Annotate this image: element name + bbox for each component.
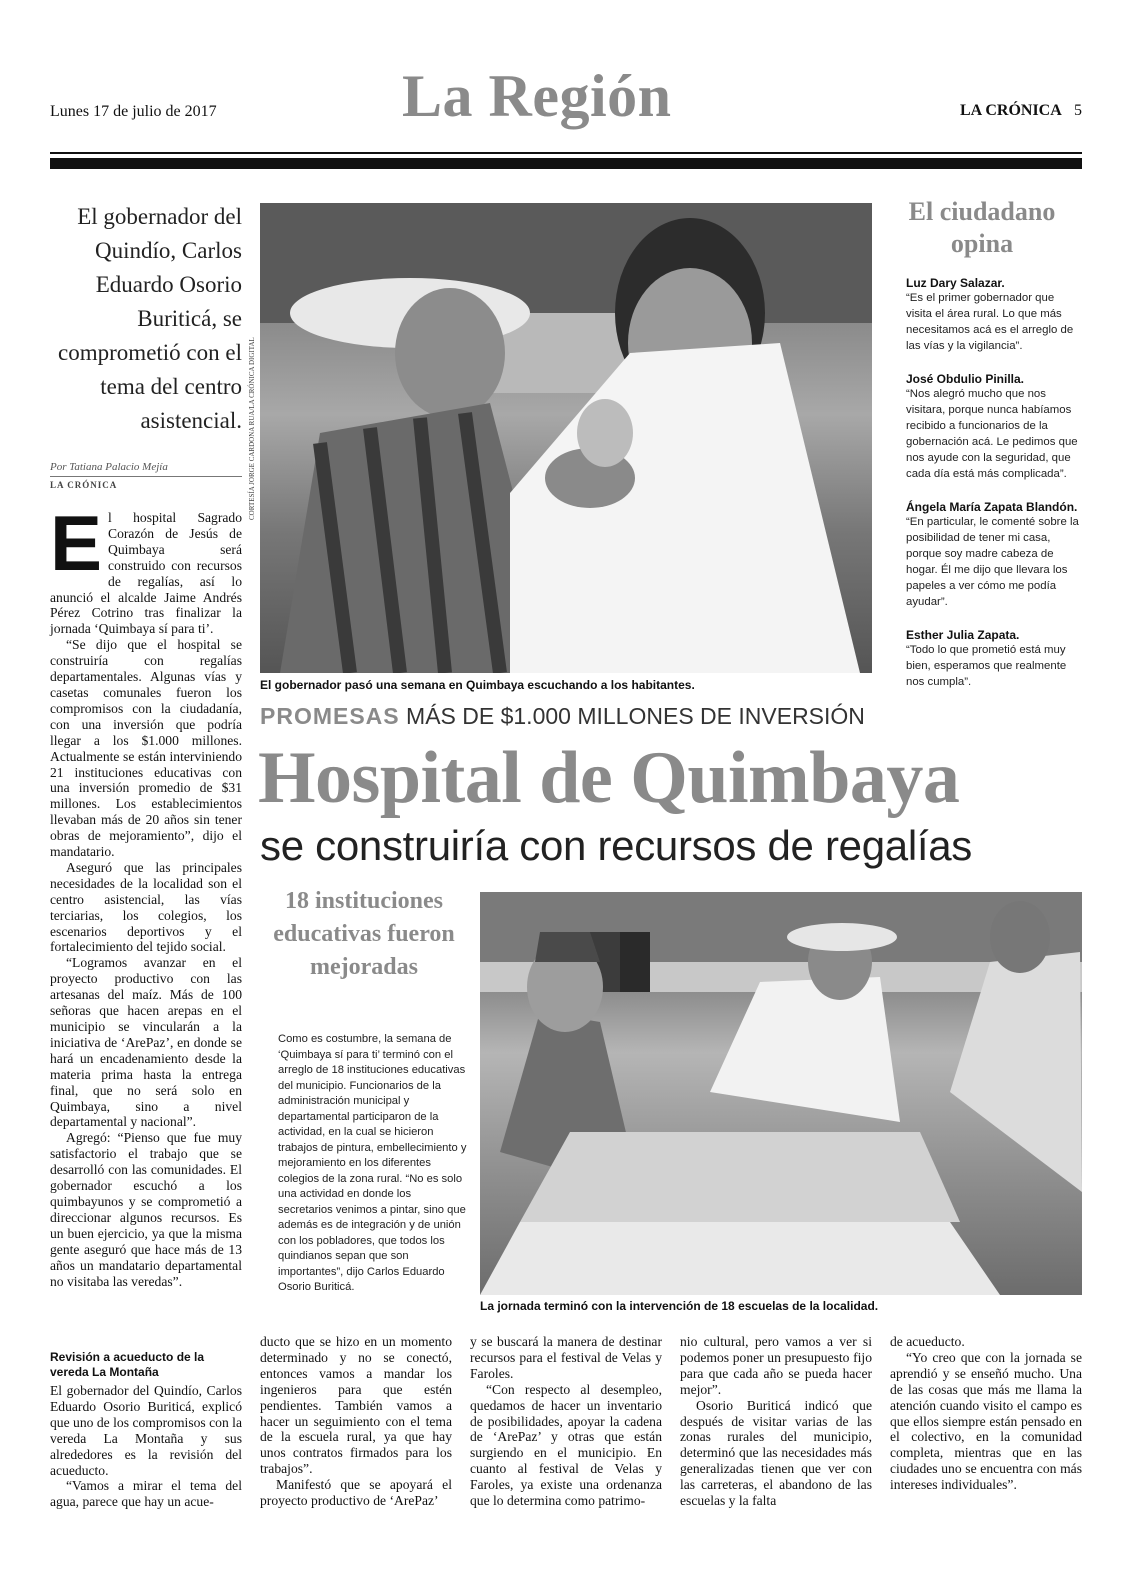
photo-caption: El gobernador pasó una semana en Quimbaya escuchando a los habitantes. — [260, 678, 695, 692]
sub-headline: se construiría con recursos de regalías — [260, 822, 972, 869]
kicker-tag: PROMESAS — [260, 703, 400, 729]
article-subheading: Revisión a acueducto de la vereda La Montaña — [50, 1350, 205, 1379]
article-column-3 — [470, 1334, 662, 1509]
byline-org: LA CRÓNICA — [50, 480, 118, 490]
paragraph: Aseguró que las principales necesidades de la localidad son el centro asistencial, las vías terciarias, los colegios, los escenarios deportivos y el fortalecimiento del tejido social. — [50, 859, 242, 955]
main-headline: Hospital de Quimbaya — [258, 737, 960, 819]
paragraph: “Logramos avanzar en el proyecto productivo con las artesanas del maíz. Más de 100 señoras que hacen arepas en el municipio se vincularán a la iniciativa de ‘ArePaz’, en donde se hará un encadenamiento desde la materia prima hasta la entrega final, que no será solo en Quimbaya, sino a nivel departamental y nacional”. — [50, 955, 242, 1130]
opinion-name: Luz Dary Salazar. — [906, 276, 1005, 290]
header-rule-thick — [50, 158, 1082, 169]
paragraph: y se buscará la manera de destinar recursos para el festival de Velas y Faroles. — [470, 1334, 662, 1381]
opinion-item — [906, 276, 1082, 354]
paragraph: El gobernador del Quindío, Carlos Eduardo Osorio Buriticá, explicó que uno de los compromisos con la vereda La Montaña y sus alrededores es la revisión del acueducto. — [50, 1383, 242, 1478]
opinion-name: Esther Julia Zapata. — [906, 628, 1020, 642]
paragraph: “Yo creo que con la jornada se aprendió y se enseñó mucho. Una de las cosas que más me llama la atención cuando visito el campo es que ellos siempre están pensado en el colectivo, en la comunidad completa, mientras que en las ciudades uno se encuentra con más intereses individuales”. — [890, 1349, 1082, 1493]
header-rule-thin — [50, 152, 1082, 154]
box-paragraph: Como es costumbre, la semana de ‘Quimbaya sí para ti’ terminó con el arreglo de 18 instituciones educativas del municipio. Funcionarios de la administración municipal y departamental participaron de la actividad, en la cual se hicieron trabajos de pintura, embellecimiento y mejoramiento en los diferentes colegios de la zona rural. “No es solo una actividad en donde los secretarios venimos a pintar, sino que además es de integración y de unión con los pobladores, que todos los quindianos sepan que son importantes”, dijo Carlos Eduardo Osorio Buriticá. — [278, 1033, 467, 1293]
paragraph: l hospital Sagrado Corazón de Jesús de Quimbaya será construido con recursos de regalías, así lo anunció el alcalde Jaime Andrés Pérez Cotrino tras finalizar la jornada ‘Quimbaya sí para ti’. — [50, 510, 242, 637]
article-column-1 — [50, 499, 242, 1289]
kicker — [260, 703, 865, 730]
photo-governor-greeting — [260, 203, 872, 673]
kicker-text: MÁS DE $1.000 MILLONES DE INVERSIÓN — [406, 703, 865, 729]
opinion-name: Ángela María Zapata Blandón. — [906, 500, 1078, 514]
byline-divider — [50, 476, 242, 477]
paragraph: Osorio Buriticá indicó que después de visitar varias de las zonas rurales del municipio, determinó que las necesidades más generalizadas tienen que ver con las carreteras, el abandono de las escuelas y la falta — [680, 1397, 872, 1509]
opinion-text: “Es el primer gobernador que visita el área rural. Lo que más necesitamos acá es el arreglo de las vías y la vigilancia”. — [906, 292, 1074, 352]
citizen-opinions — [906, 276, 1082, 708]
issue-date: Lunes 17 de julio de 2017 — [50, 103, 217, 120]
section-title: La Región — [402, 63, 672, 129]
opinion-item — [906, 500, 1082, 610]
byline-author: Por Tatiana Palacio Mejía — [50, 461, 168, 473]
article-column-4 — [680, 1334, 872, 1509]
paragraph: nio cultural, pero vamos a ver si podemos poner un presupuesto fijo para que cada año se pueda hacer mejor”. — [680, 1334, 872, 1397]
paragraph: Agregó: “Pienso que fue muy satisfactorio el trabajo que se desarrolló con las comunidades. El gobernador escuchó a los quimbayunos y se comprometió a direccionar algunos recursos. Es un buen ejercicio, ya que la misma gente aseguró que hace más de 13 años un mandatario departamental no visitaba las veredas”. — [50, 1130, 242, 1289]
paragraph: Manifestó que se apoyará el proyecto productivo de ‘ArePaz’ — [260, 1477, 452, 1509]
paragraph: “Con respecto al desempleo, quedamos de hacer un inventario de posibilidades, apoyar la cadena de ‘ArePaz’ y otras que están surgiendo en el municipio. En cuanto al festival de Velas y Faroles, ya existe una ordenanza que lo determina como patrimo- — [470, 1381, 662, 1509]
box-text — [278, 1032, 468, 1296]
paragraph: ducto que se hizo en un momento determinado y no se conectó, entonces vamos a mandar los ingenieros para que estén pendientes. También vamos a hacer un seguimiento con el tema de la escuela rural, ya que hay unos contratos firmados para los trabajos”. — [260, 1334, 452, 1477]
photo-credit: CORTESÍA JORGE CARDONA RUA/LA CRÓNICA DIGITAL — [248, 337, 256, 520]
paragraph: “Vamos a mirar el tema del agua, parece que hay un acue- — [50, 1478, 242, 1510]
opinion-item — [906, 628, 1082, 690]
article-column-5 — [890, 1334, 1082, 1493]
page-number: 5 — [1074, 102, 1082, 119]
opinion-text: “En particular, le comenté sobre la posibilidad de tener mi casa, porque soy madre cabeza de hogar. Él me dijo que llevara los papeles a ver cómo me podía ayudar”. — [906, 516, 1079, 608]
box-title: 18 instituciones educativas fueron mejoradas — [273, 888, 455, 980]
opinion-text: “Todo lo que prometió está muy bien, esperamos que realmente nos cumpla”. — [906, 644, 1067, 688]
article-column-2 — [260, 1334, 452, 1509]
article-column-1b — [50, 1383, 242, 1510]
drop-cap: E — [50, 499, 103, 587]
photo-school-painting — [480, 892, 1082, 1295]
paragraph: “Se dijo que el hospital se construiría con regalías departamentales. Algunas vías y casetas comunales fueron los compromisos con la ciudadanía, con una inversión que podría llegar a los $1.000 millones. Actualmente se están interviniendo 21 instituciones educativas con una inversión promedio de $31 millones. Los establecimientos llevaban más de 20 años sin tener obras de mejoramiento”, dijo el mandatario. — [50, 637, 242, 860]
opinion-item — [906, 372, 1082, 482]
opinion-name: José Obdulio Pinilla. — [906, 372, 1025, 386]
newspaper-name: LA CRÓNICA — [960, 102, 1062, 119]
lead-quote: El gobernador del Quindío, Carlos Eduardo Osorio Buriticá, se comprometió con el tema del centro asistencial. — [58, 204, 242, 433]
opinion-text: “Nos alegró mucho que nos visitara, porque nunca habíamos recibido a funcionarios de la gobernación acá. Le pedimos que nos ayude con la seguridad, que cada día está más complicada”. — [906, 388, 1078, 480]
photo-caption: La jornada terminó con la intervención de 18 escuelas de la localidad. — [480, 1299, 879, 1313]
paragraph: de acueducto. — [890, 1334, 965, 1349]
sidebar-title: El ciudadano opina — [908, 197, 1056, 258]
